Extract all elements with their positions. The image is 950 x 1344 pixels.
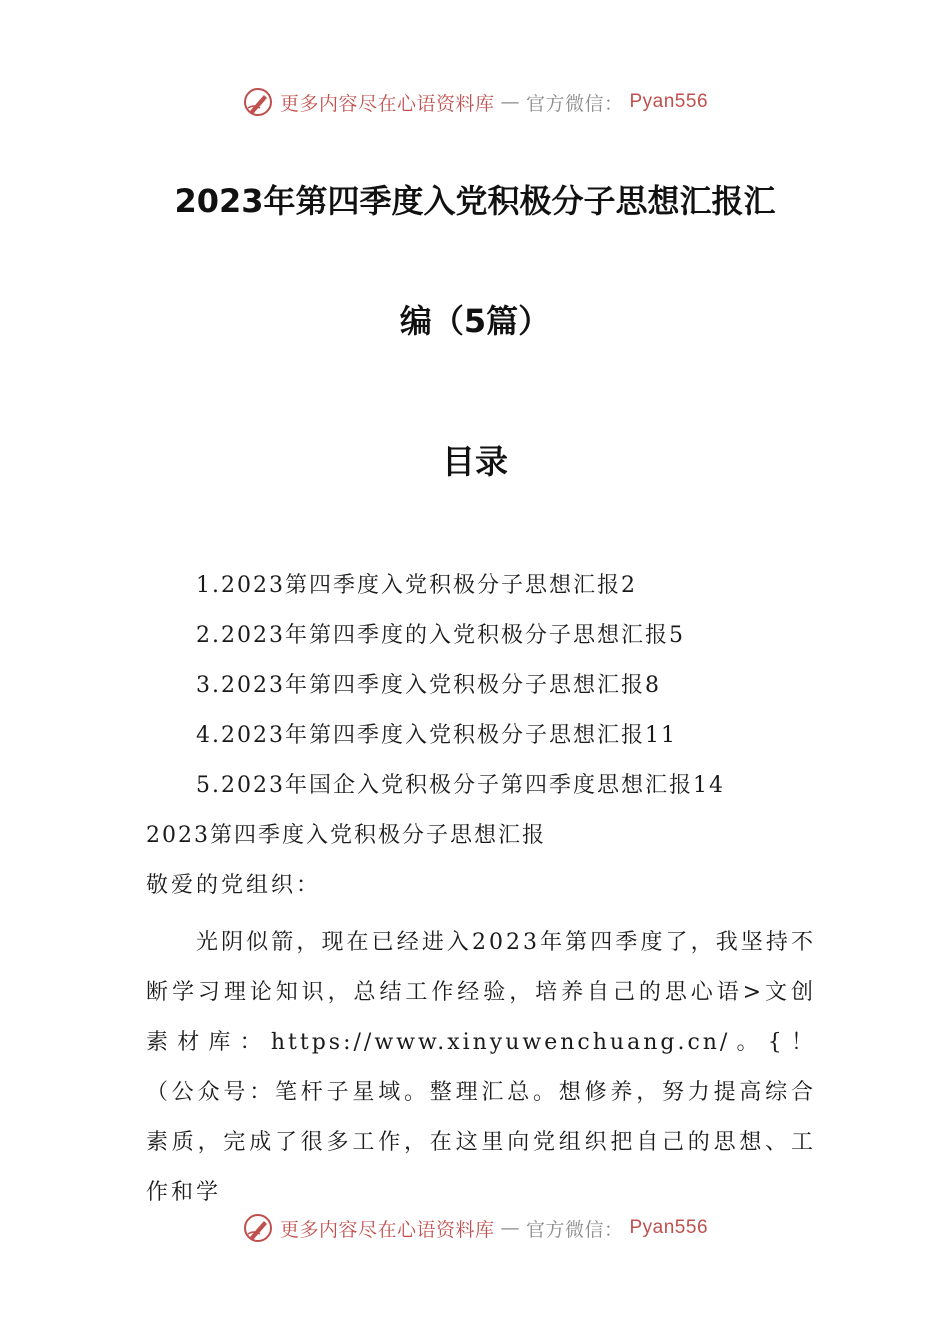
watermark-id: Pyan556 <box>629 91 709 112</box>
table-of-contents <box>196 570 725 820</box>
toc-item[interactable]: 3.2023年第四季度入党积极分子思想汇报8 <box>196 673 661 698</box>
document-title-line1: 2023年第四季度入党积极分子思想汇报汇 <box>174 182 776 220</box>
document-title-line2: 编（5篇） <box>399 302 551 340</box>
watermark-id: Pyan556 <box>629 1217 709 1238</box>
footer-watermark <box>0 1212 950 1244</box>
watermark-dash: — <box>500 1217 520 1239</box>
article-salutation: 敬爱的党组织： <box>146 873 322 898</box>
watermark-prefix: 更多内容尽在心语资料库 <box>279 1218 495 1241</box>
watermark-dash: — <box>500 91 520 113</box>
toc-item[interactable]: 1.2023第四季度入党积极分子思想汇报2 <box>196 573 637 598</box>
pen-logo-icon <box>242 1212 274 1244</box>
toc-heading: 目录 <box>442 442 508 481</box>
pen-logo-icon <box>242 86 274 118</box>
article-title: 2023第四季度入党积极分子思想汇报 <box>146 823 546 848</box>
watermark-official: 官方微信： <box>525 1218 624 1241</box>
toc-item[interactable]: 5.2023年国企入党积极分子第四季度思想汇报14 <box>196 773 725 798</box>
watermark-prefix: 更多内容尽在心语资料库 <box>279 92 495 115</box>
toc-item[interactable]: 2.2023年第四季度的入党积极分子思想汇报5 <box>196 623 685 648</box>
toc-item[interactable]: 4.2023年第四季度入党积极分子思想汇报11 <box>196 723 677 748</box>
watermark-official: 官方微信： <box>525 92 624 115</box>
article-paragraph: 光阴似箭，现在已经进入2023年第四季度了，我坚持不断学习理论知识，总结工作经验，培养自己的思心语>文创素材库：https://www.xinyuwenchuang.cn/。{！（公众号：笔杆子星域。整理汇总。想修养，努力提高综合素质，完成了很多工作，在这里向党组织把自己的思想、工作和学 <box>146 930 816 1205</box>
header-watermark <box>0 86 950 118</box>
